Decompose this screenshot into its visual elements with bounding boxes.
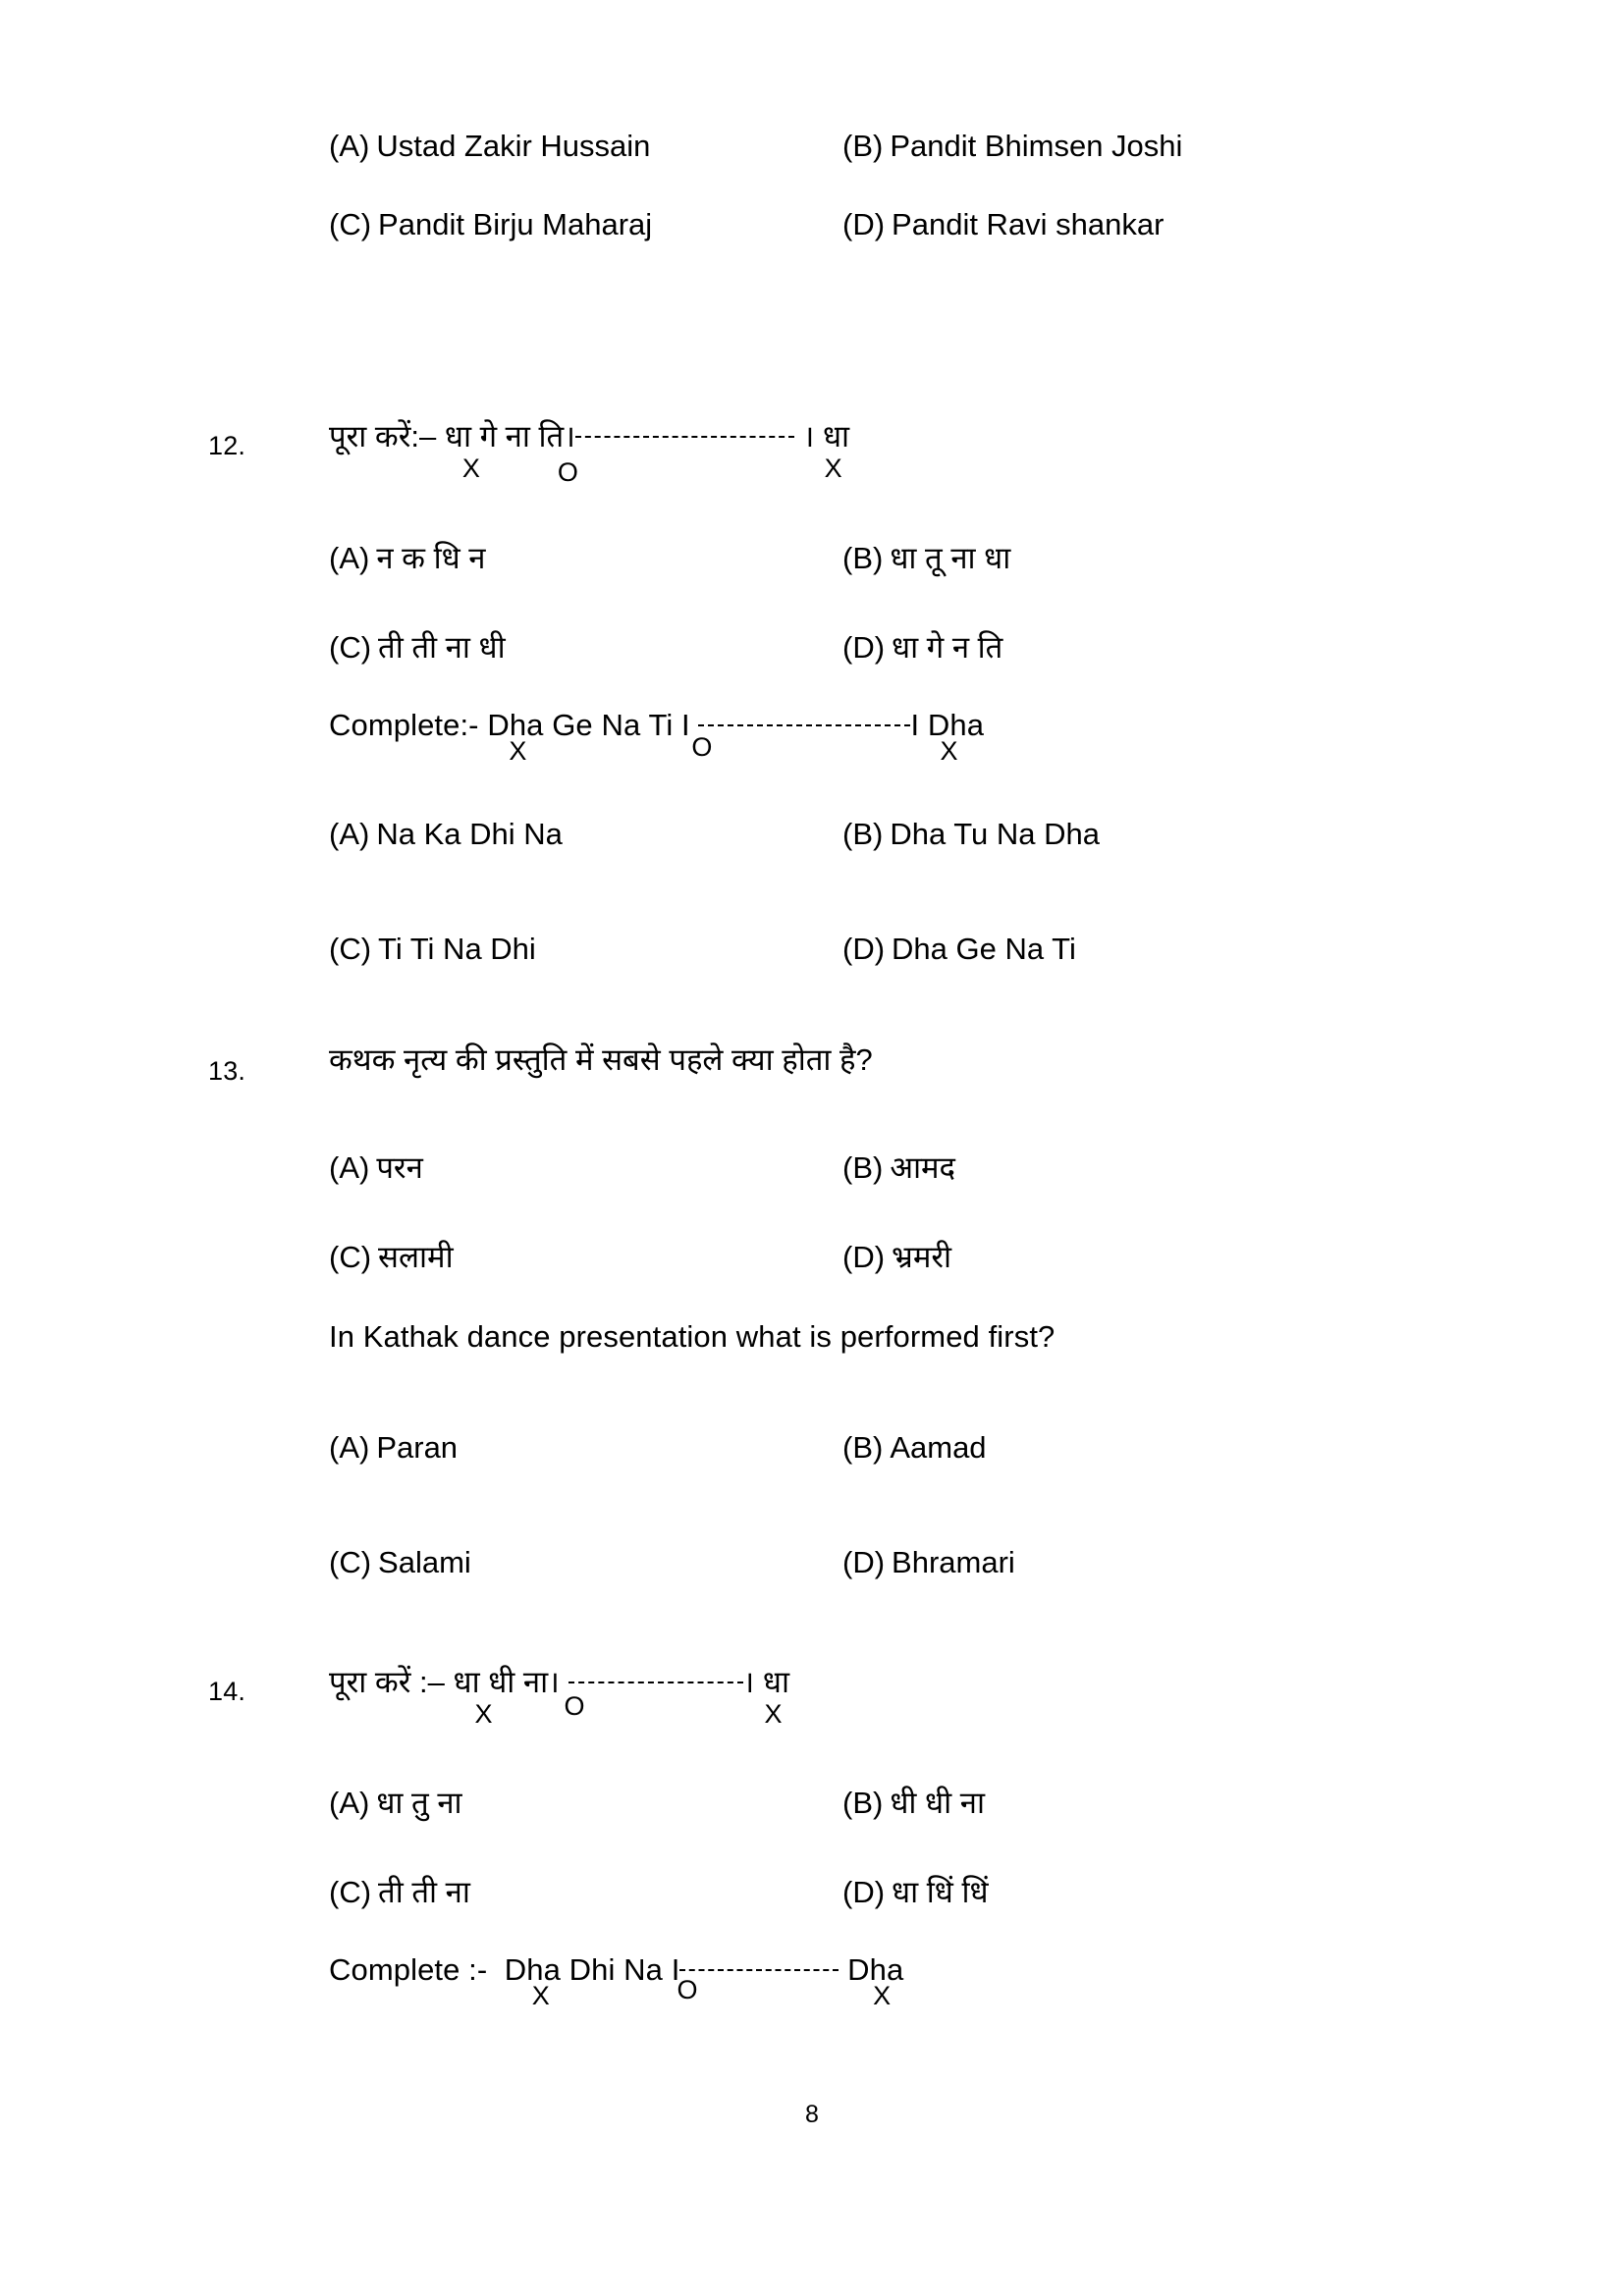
q12-hindi-option-b[interactable] (842, 542, 1010, 575)
option-text: Na Ka Dhi Na (376, 817, 563, 851)
q13-english-option-row-ab (0, 1431, 1624, 1470)
option-tag: (C) (329, 1545, 372, 1579)
q14-hi-mark-middle: O (564, 1690, 585, 1721)
q14-hindi-option-c[interactable] (329, 1876, 470, 1909)
question-12-hindi-prompt (329, 419, 850, 487)
option-text: Pandit Ravi shankar (892, 207, 1164, 241)
option-tag: (B) (842, 129, 884, 163)
option-tag: (A) (329, 1786, 370, 1820)
q12-english-option-a[interactable] (329, 818, 563, 851)
q12-en-after: I Dha X (910, 708, 985, 766)
option-text: धी धी ना (890, 1786, 985, 1820)
option-text: धा धिं धिं (892, 1875, 989, 1909)
q13-hindi-option-row-ab (0, 1151, 1624, 1191)
option-text: Dha Tu Na Dha (890, 817, 1100, 851)
q13-english-option-c[interactable] (329, 1546, 471, 1579)
q13-hindi-option-b[interactable] (842, 1151, 955, 1185)
option-tag: (C) (329, 1240, 372, 1274)
question-13-number: 13. (208, 1056, 246, 1086)
q14-hi-lead: पूरा करें :– (329, 1665, 445, 1699)
option-tag: (D) (842, 207, 886, 241)
option-text: आमद (890, 1150, 956, 1185)
option-tag: (A) (329, 129, 370, 163)
option-text: Pandit Bhimsen Joshi (890, 129, 1183, 163)
q14-hindi-option-d[interactable] (842, 1876, 989, 1909)
q12-hindi-option-a[interactable] (329, 542, 485, 575)
option-text: ती ती ना (378, 1875, 470, 1909)
option-text: Aamad (890, 1430, 987, 1465)
q14-en-lead: Complete :- (329, 1952, 488, 1987)
q13-hindi-option-row-cd (0, 1241, 1624, 1280)
option-text: परन (376, 1150, 423, 1185)
q11-option-a[interactable] (329, 130, 650, 163)
q12-en-before: Dha Ge Na Ti I X O (487, 708, 713, 766)
q13-english-option-b[interactable] (842, 1431, 987, 1465)
option-text: Ustad Zakir Hussain (376, 129, 651, 163)
question-13-hindi-prompt: कथक नृत्य की प्रस्तुति में सबसे पहले क्या होता है? (329, 1042, 873, 1077)
q12-en-mark-first: X (509, 736, 527, 766)
option-text: Ti Ti Na Dhi (378, 932, 536, 966)
q12-hi-mark-middle: O (557, 457, 578, 487)
option-tag: (A) (329, 817, 370, 851)
q11-option-b[interactable] (842, 130, 1182, 163)
q11-option-d[interactable] (842, 208, 1164, 241)
question-12-english-prompt (329, 708, 985, 766)
q12-en-mark-middle: O (691, 732, 713, 762)
q12-hindi-option-d[interactable] (842, 631, 1002, 665)
q12-en-blank-dashes (698, 724, 910, 726)
q12-hi-blank-dashes (575, 436, 794, 438)
q12-english-option-c[interactable] (329, 933, 536, 966)
option-text: Pandit Birju Maharaj (378, 207, 653, 241)
q12-hi-mark-last: X (824, 454, 842, 483)
q14-en-mark-first: X (531, 1981, 550, 2010)
option-text: सलामी (378, 1240, 454, 1274)
q12-hindi-option-c[interactable] (329, 631, 506, 665)
q14-en-before: Dha Dhi Na I X (504, 1952, 680, 2010)
q14-en-mark-middle: O (677, 1974, 698, 2004)
q13-hindi-option-a[interactable] (329, 1151, 423, 1185)
q14-en-after: Dha X (847, 1952, 904, 2010)
question-14-english-prompt (329, 1952, 904, 2010)
option-tag: (D) (842, 1875, 886, 1909)
q12-english-option-d[interactable] (842, 933, 1076, 966)
option-tag: (D) (842, 932, 886, 966)
q11-option-c[interactable] (329, 208, 652, 241)
option-text: धा तू ना धा (890, 541, 1011, 575)
q13-english-option-d[interactable] (842, 1546, 1015, 1579)
option-text: धा गे न ति (892, 630, 1003, 665)
option-text: धा तु ना (376, 1786, 462, 1820)
q12-english-option-row-cd (0, 933, 1624, 972)
option-text: Bhramari (892, 1545, 1015, 1579)
option-tag: (D) (842, 1240, 886, 1274)
q14-hindi-option-row-cd (0, 1876, 1624, 1915)
q13-hindi-option-c[interactable] (329, 1241, 454, 1274)
option-tag: (D) (842, 1545, 886, 1579)
q13-english-option-row-cd (0, 1546, 1624, 1585)
option-tag: (A) (329, 541, 370, 575)
q12-en-mark-last: X (940, 736, 958, 766)
option-text: Dha Ge Na Ti (892, 932, 1076, 966)
option-tag: (D) (842, 630, 886, 665)
q12-hindi-option-row-ab (0, 542, 1624, 581)
q14-hindi-option-row-ab (0, 1787, 1624, 1826)
option-tag: (C) (329, 207, 372, 241)
question-12-number: 12. (208, 431, 246, 460)
option-text: Salami (378, 1545, 471, 1579)
option-tag: (B) (842, 817, 884, 851)
option-tag: (B) (842, 1786, 884, 1820)
q12-hi-lead: पूरा करें:– (329, 419, 437, 454)
q13-hindi-option-d[interactable] (842, 1241, 951, 1274)
q12-hi-after: । धा X (802, 419, 850, 483)
option-text: न क धि न (376, 541, 486, 575)
option-text: भ्रमरी (892, 1240, 952, 1274)
question-14-hindi-prompt (329, 1665, 790, 1729)
q14-hindi-option-b[interactable] (842, 1787, 985, 1820)
option-tag: (A) (329, 1430, 370, 1465)
q12-english-option-row-ab (0, 818, 1624, 857)
option-tag: (C) (329, 1875, 372, 1909)
option-tag: (C) (329, 630, 372, 665)
q14-en-blank-dashes (677, 1969, 839, 2004)
page-number: 8 (805, 2101, 819, 2128)
q14-hi-mark-last: X (764, 1699, 783, 1729)
q13-english-option-a[interactable] (329, 1431, 458, 1465)
option-text: Paran (376, 1430, 459, 1465)
q12-hindi-option-row-cd (0, 631, 1624, 670)
q12-en-lead: Complete:- (329, 708, 479, 742)
option-text: ती ती ना धी (378, 630, 506, 665)
option-tag: (B) (842, 541, 884, 575)
q14-hi-mark-first: X (474, 1699, 493, 1729)
q11-option-row-cd (0, 208, 1624, 247)
q14-hindi-option-a[interactable] (329, 1787, 462, 1820)
q14-hi-after: । धा X (742, 1665, 790, 1729)
option-tag: (B) (842, 1430, 884, 1465)
q14-hi-before: धा धी ना। X (453, 1665, 560, 1729)
q14-hi-blank-dashes (564, 1682, 743, 1721)
q12-hi-mark-first: X (461, 454, 480, 483)
option-tag: (B) (842, 1150, 884, 1185)
option-tag: (C) (329, 932, 372, 966)
q12-english-option-b[interactable] (842, 818, 1100, 851)
q12-hi-before: धा गे ना ति। X O (444, 419, 578, 487)
q11-option-row-ab (0, 130, 1624, 169)
option-tag: (A) (329, 1150, 370, 1185)
question-14-number: 14. (208, 1677, 246, 1706)
question-13-english-prompt: In Kathak dance presentation what is performed first? (329, 1319, 1056, 1354)
q14-en-mark-last: X (873, 1981, 892, 2010)
